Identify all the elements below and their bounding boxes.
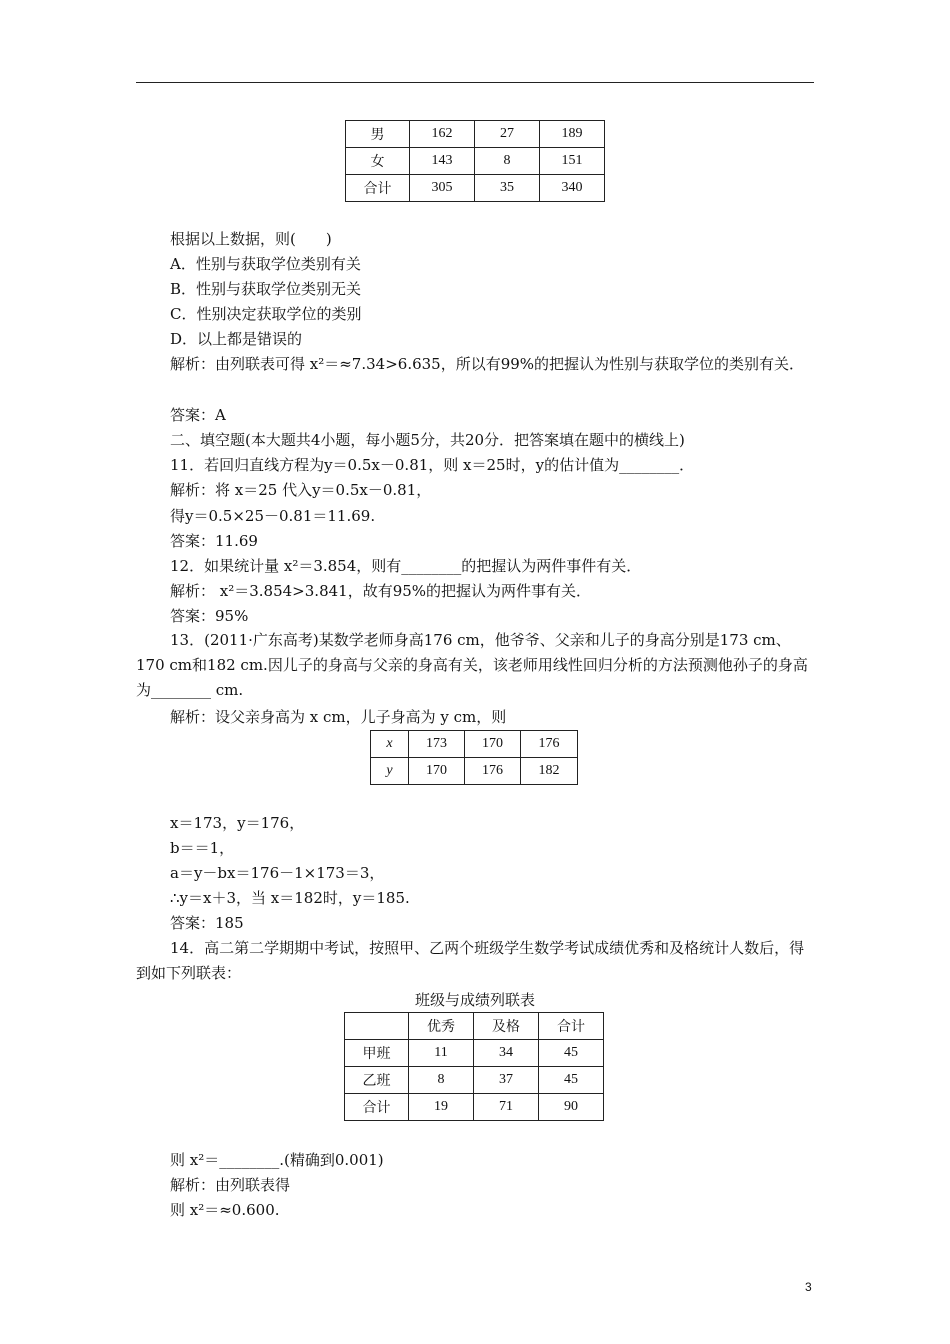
- q10-analysis: 解析：由列联表可得 x²＝≈7.34>6.635，所以有99%的把握认为性别与获取学位的类别有关．: [170, 355, 805, 373]
- table-cell: 162: [410, 121, 475, 148]
- section-heading: 二、填空题(本大题共4小题，每小题5分，共20分．把答案填在题中的横线上): [170, 431, 685, 449]
- gender-degree-table: [345, 120, 605, 202]
- q13-step-3: a＝y－bx＝176－1×173＝3，: [170, 864, 385, 882]
- table-cell: 甲班: [345, 1040, 409, 1067]
- table-cell: 乙班: [345, 1067, 409, 1094]
- q14-blank: 则 x²＝________.(精确到0.001): [170, 1151, 384, 1169]
- q10-stem: 根据以上数据，则( ): [170, 230, 332, 248]
- table-header-row: [345, 1013, 604, 1040]
- table-cell: 合计: [345, 1094, 409, 1121]
- table-row: [346, 121, 605, 148]
- q10-option-c: C．性别决定获取学位的类别: [170, 305, 362, 323]
- table-cell: 34: [474, 1040, 539, 1067]
- q13-step-2: b＝＝1，: [170, 839, 235, 857]
- q10-option-b: B．性别与获取学位类别无关: [170, 280, 362, 298]
- q11-analysis-1: 解析：将 x＝25 代入y＝0.5x－0.81，: [170, 481, 432, 499]
- table-cell: [371, 758, 409, 785]
- table-cell: 合计: [539, 1013, 604, 1040]
- q14-result: 则 x²＝≈0.600.: [170, 1201, 280, 1219]
- table-cell: 170: [465, 731, 521, 758]
- table-cell: 176: [521, 731, 578, 758]
- table-cell: 27: [475, 121, 540, 148]
- table-cell: 71: [474, 1094, 539, 1121]
- table-cell: 8: [409, 1067, 474, 1094]
- table-row: [371, 731, 578, 758]
- table-cell: 173: [409, 731, 465, 758]
- q11-analysis-2: 得y＝0.5×25－0.81＝11.69.: [170, 507, 376, 525]
- q14-stem: 14．高二第二学期期中考试，按照甲、乙两个班级学生数学考试成绩优秀和及格统计人数后，得到如下列联表：: [136, 939, 805, 982]
- table-cell: 45: [539, 1040, 604, 1067]
- q13-answer: 答案：185: [170, 914, 244, 932]
- table-row: [345, 1094, 604, 1121]
- table-cell: 182: [521, 758, 578, 785]
- table-cell: [371, 731, 409, 758]
- q13-stem: 13．(2011·广东高考)某数学老师身高176 cm，他爷爷、父亲和儿子的身高分别是173 cm、170 cm和182 cm.因儿子的身高与父亲的身高有关，该老师用线性回归分析的方法预测他孙子的身高为________ cm.: [136, 631, 808, 699]
- table-cell: 合计: [346, 175, 410, 202]
- table-cell: 19: [409, 1094, 474, 1121]
- table-row: [346, 175, 605, 202]
- table-row: [346, 148, 605, 175]
- table-cell: 优秀: [409, 1013, 474, 1040]
- q12-answer: 答案：95%: [170, 607, 249, 625]
- q14-analysis: 解析：由列联表得: [170, 1176, 291, 1194]
- table-cell: 35: [475, 175, 540, 202]
- q10-answer: 答案：A: [170, 406, 226, 424]
- table-cell: 170: [409, 758, 465, 785]
- table-cell: [345, 1013, 409, 1040]
- table-cell-text: y: [386, 763, 393, 778]
- header-rule: [136, 82, 814, 83]
- q11-stem: 11．若回归直线方程为y＝0.5x－0.81，则 x＝25时，y的估计值为________．: [170, 456, 695, 474]
- page-number: 3: [805, 1280, 812, 1294]
- table-cell: 45: [539, 1067, 604, 1094]
- table-title: 班级与成绩列联表: [414, 991, 535, 1009]
- height-table: [370, 730, 578, 785]
- table-cell: 女: [346, 148, 410, 175]
- table-cell: 90: [539, 1094, 604, 1121]
- table-row: [371, 758, 578, 785]
- table-cell: 151: [540, 148, 605, 175]
- table-row: [345, 1040, 604, 1067]
- table-cell: 11: [409, 1040, 474, 1067]
- q13-analysis: 解析：设父亲身高为 x cm，儿子身高为 y cm，则: [170, 708, 507, 726]
- q13-step-1: x＝173，y＝176，: [170, 814, 305, 832]
- q12-stem: 12．如果统计量 x²＝3.854，则有________的把握认为两件事件有关．: [170, 557, 642, 575]
- q10-option-d: D．以上都是错误的: [170, 330, 303, 348]
- q12-analysis: 解析： x²＝3.854>3.841，故有95%的把握认为两件事有关．: [170, 582, 592, 600]
- table-cell: 及格: [474, 1013, 539, 1040]
- q10-option-a: A．性别与获取学位类别有关: [170, 255, 361, 273]
- table-cell: 340: [540, 175, 605, 202]
- q11-answer: 答案：11.69: [170, 532, 258, 550]
- table-cell: 143: [410, 148, 475, 175]
- table-row: [345, 1067, 604, 1094]
- q13-step-4: ∴y＝x＋3，当 x＝182时，y＝185.: [170, 889, 410, 907]
- table-cell-text: x: [386, 736, 393, 751]
- table-cell: 189: [540, 121, 605, 148]
- table-cell: 37: [474, 1067, 539, 1094]
- class-score-table: [344, 1012, 604, 1121]
- table-cell: 男: [346, 121, 410, 148]
- table-cell: 305: [410, 175, 475, 202]
- table-cell: 176: [465, 758, 521, 785]
- table-cell: 8: [475, 148, 540, 175]
